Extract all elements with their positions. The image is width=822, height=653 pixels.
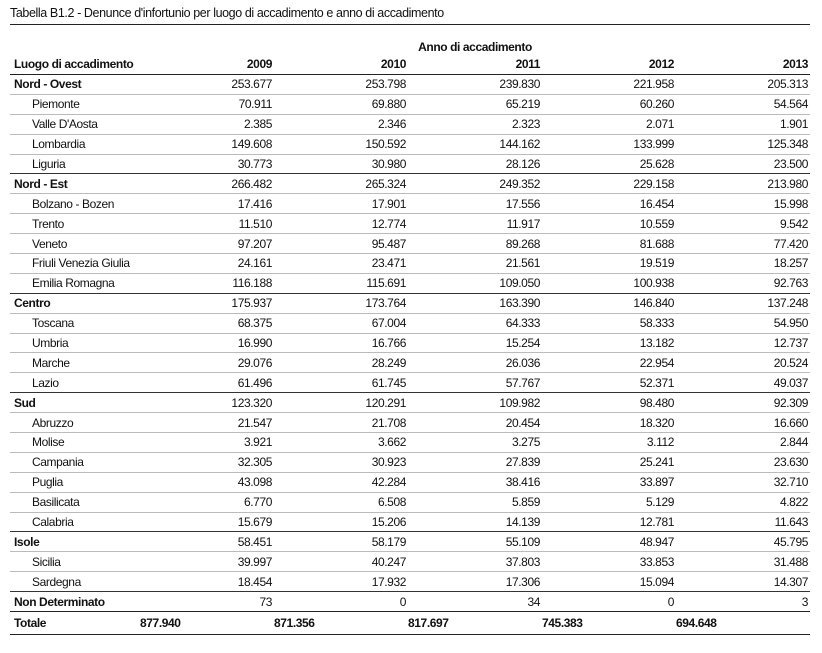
total-value: 877.940 [140, 612, 274, 635]
cell-value: 37.803 [408, 552, 542, 572]
subregion-row [10, 333, 810, 353]
cell-value: 3.275 [408, 433, 542, 453]
region-label: Sud [10, 393, 140, 413]
year-header: 2009 [140, 54, 274, 75]
cell-value: 213.980 [676, 174, 810, 194]
cell-value: 38.416 [408, 472, 542, 492]
cell-value: 0 [274, 592, 408, 612]
cell-value: 49.037 [676, 373, 810, 393]
cell-value: 95.487 [274, 234, 408, 254]
cell-value: 253.677 [140, 75, 274, 95]
cell-value: 5.129 [542, 492, 676, 512]
cell-value: 15.679 [140, 512, 274, 532]
cell-value: 2.323 [408, 114, 542, 134]
cell-value: 15.094 [542, 572, 676, 592]
subregion-label: Lazio [10, 373, 140, 393]
row-header: Luogo di accadimento [10, 54, 140, 75]
cell-value: 32.305 [140, 452, 274, 472]
cell-value: 23.630 [676, 452, 810, 472]
cell-value: 137.248 [676, 293, 810, 313]
cell-value: 123.320 [140, 393, 274, 413]
cell-value: 205.313 [676, 75, 810, 95]
total-row [10, 612, 810, 635]
subregion-label: Bolzano - Bozen [10, 194, 140, 214]
cell-value: 3.662 [274, 433, 408, 453]
cell-value: 265.324 [274, 174, 408, 194]
cell-value: 28.249 [274, 353, 408, 373]
cell-value: 116.188 [140, 273, 274, 293]
total-label: Totale [10, 612, 140, 635]
subregion-label: Piemonte [10, 94, 140, 114]
subregion-row [10, 472, 810, 492]
cell-value: 5.859 [408, 492, 542, 512]
cell-value: 3.921 [140, 433, 274, 453]
cell-value: 64.333 [408, 313, 542, 333]
cell-value: 60.260 [542, 94, 676, 114]
cell-value: 52.371 [542, 373, 676, 393]
subregion-label: Sicilia [10, 552, 140, 572]
cell-value: 1.901 [676, 114, 810, 134]
cell-value: 120.291 [274, 393, 408, 413]
subregion-label: Marche [10, 353, 140, 373]
cell-value: 3 [676, 592, 810, 612]
subregion-row [10, 313, 810, 333]
column-group-row [10, 34, 810, 54]
cell-value: 16.660 [676, 413, 810, 433]
subregion-row [10, 433, 810, 453]
subregion-label: Puglia [10, 472, 140, 492]
cell-value: 25.241 [542, 452, 676, 472]
cell-value: 6.770 [140, 492, 274, 512]
cell-value: 109.050 [408, 273, 542, 293]
region-label: Centro [10, 293, 140, 313]
cell-value: 15.998 [676, 194, 810, 214]
cell-value: 16.990 [140, 333, 274, 353]
cell-value: 30.980 [274, 154, 408, 174]
cell-value: 12.737 [676, 333, 810, 353]
cell-value: 125.348 [676, 134, 810, 154]
cell-value: 98.480 [542, 393, 676, 413]
cell-value: 45.795 [676, 532, 810, 552]
subregion-row [10, 154, 810, 174]
cell-value: 13.182 [542, 333, 676, 353]
cell-value: 14.139 [408, 512, 542, 532]
region-label: Nord - Ovest [10, 75, 140, 95]
subregion-row [10, 273, 810, 293]
cell-value: 18.257 [676, 254, 810, 274]
cell-value: 23.471 [274, 254, 408, 274]
subregion-row [10, 552, 810, 572]
cell-value: 25.628 [542, 154, 676, 174]
subregion-row [10, 572, 810, 592]
region-row [10, 174, 810, 194]
cell-value: 32.710 [676, 472, 810, 492]
cell-value: 97.207 [140, 234, 274, 254]
cell-value: 57.767 [408, 373, 542, 393]
cell-value: 17.901 [274, 194, 408, 214]
cell-value: 30.773 [140, 154, 274, 174]
cell-value: 2.844 [676, 433, 810, 453]
cell-value: 30.923 [274, 452, 408, 472]
cell-value: 42.284 [274, 472, 408, 492]
title-rule [10, 24, 810, 25]
subregion-row [10, 492, 810, 512]
cell-value: 29.076 [140, 353, 274, 373]
cell-value: 2.385 [140, 114, 274, 134]
cell-value: 19.519 [542, 254, 676, 274]
cell-value: 61.745 [274, 373, 408, 393]
cell-value: 11.917 [408, 214, 542, 234]
cell-value: 17.932 [274, 572, 408, 592]
cell-value: 239.830 [408, 75, 542, 95]
cell-value: 0 [542, 592, 676, 612]
cell-value: 133.999 [542, 134, 676, 154]
cell-value: 12.774 [274, 214, 408, 234]
subregion-label: Basilicata [10, 492, 140, 512]
subregion-label: Sardegna [10, 572, 140, 592]
region-row [10, 293, 810, 313]
cell-value: 58.333 [542, 313, 676, 333]
cell-value: 77.420 [676, 234, 810, 254]
cell-value: 14.307 [676, 572, 810, 592]
header-row [10, 54, 810, 75]
subregion-label: Veneto [10, 234, 140, 254]
cell-value: 229.158 [542, 174, 676, 194]
subregion-row [10, 353, 810, 373]
year-header: 2010 [274, 54, 408, 75]
cell-value: 221.958 [542, 75, 676, 95]
subregion-row [10, 234, 810, 254]
total-value: 694.648 [676, 612, 810, 635]
subregion-label: Campania [10, 452, 140, 472]
cell-value: 3.112 [542, 433, 676, 453]
subregion-label: Umbria [10, 333, 140, 353]
subregion-row [10, 94, 810, 114]
subregion-label: Emilia Romagna [10, 273, 140, 293]
cell-value: 16.766 [274, 333, 408, 353]
cell-value: 163.390 [408, 293, 542, 313]
subregion-row [10, 114, 810, 134]
cell-value: 92.309 [676, 393, 810, 413]
cell-value: 28.126 [408, 154, 542, 174]
cell-value: 17.556 [408, 194, 542, 214]
cell-value: 27.839 [408, 452, 542, 472]
cell-value: 26.036 [408, 353, 542, 373]
cell-value: 18.454 [140, 572, 274, 592]
cell-value: 146.840 [542, 293, 676, 313]
cell-value: 266.482 [140, 174, 274, 194]
cell-value: 40.247 [274, 552, 408, 572]
subregion-row [10, 134, 810, 154]
cell-value: 15.206 [274, 512, 408, 532]
region-row [10, 75, 810, 95]
cell-value: 22.954 [542, 353, 676, 373]
cell-value: 55.109 [408, 532, 542, 552]
table-body [10, 75, 810, 612]
region-label: Non Determinato [10, 592, 140, 612]
cell-value: 31.488 [676, 552, 810, 572]
cell-value: 43.098 [140, 472, 274, 492]
cell-value: 149.608 [140, 134, 274, 154]
cell-value: 175.937 [140, 293, 274, 313]
subregion-label: Abruzzo [10, 413, 140, 433]
region-label: Nord - Est [10, 174, 140, 194]
cell-value: 2.346 [274, 114, 408, 134]
injury-reports-table [10, 34, 810, 635]
subregion-label: Calabria [10, 512, 140, 532]
region-row [10, 393, 810, 413]
cell-value: 4.822 [676, 492, 810, 512]
cell-value: 68.375 [140, 313, 274, 333]
cell-value: 173.764 [274, 293, 408, 313]
subregion-row [10, 413, 810, 433]
cell-value: 9.542 [676, 214, 810, 234]
table-title: Tabella B1.2 - Denunce d'infortunio per luogo di accadimento e anno di accadimento [10, 6, 444, 20]
cell-value: 150.592 [274, 134, 408, 154]
subregion-row [10, 194, 810, 214]
cell-value: 15.254 [408, 333, 542, 353]
cell-value: 11.643 [676, 512, 810, 532]
subregion-label: Molise [10, 433, 140, 453]
cell-value: 54.564 [676, 94, 810, 114]
cell-value: 70.911 [140, 94, 274, 114]
cell-value: 2.071 [542, 114, 676, 134]
subregion-label: Toscana [10, 313, 140, 333]
subregion-row [10, 373, 810, 393]
cell-value: 73 [140, 592, 274, 612]
total-value: 871.356 [274, 612, 408, 635]
year-header: 2012 [542, 54, 676, 75]
region-label: Isole [10, 532, 140, 552]
cell-value: 144.162 [408, 134, 542, 154]
cell-value: 67.004 [274, 313, 408, 333]
total-value: 745.383 [542, 612, 676, 635]
subregion-label: Friuli Venezia Giulia [10, 254, 140, 274]
cell-value: 21.708 [274, 413, 408, 433]
cell-value: 21.547 [140, 413, 274, 433]
cell-value: 89.268 [408, 234, 542, 254]
subregion-row [10, 214, 810, 234]
subregion-row [10, 512, 810, 532]
subregion-label: Trento [10, 214, 140, 234]
region-row [10, 532, 810, 552]
cell-value: 18.320 [542, 413, 676, 433]
subregion-label: Lombardia [10, 134, 140, 154]
cell-value: 6.508 [274, 492, 408, 512]
cell-value: 10.559 [542, 214, 676, 234]
cell-value: 11.510 [140, 214, 274, 234]
cell-value: 92.763 [676, 273, 810, 293]
cell-value: 39.997 [140, 552, 274, 572]
cell-value: 33.853 [542, 552, 676, 572]
cell-value: 115.691 [274, 273, 408, 293]
cell-value: 69.880 [274, 94, 408, 114]
region-row [10, 592, 810, 612]
column-group-header: Anno di accadimento [418, 40, 532, 54]
cell-value: 253.798 [274, 75, 408, 95]
cell-value: 34 [408, 592, 542, 612]
cell-value: 54.950 [676, 313, 810, 333]
cell-value: 20.454 [408, 413, 542, 433]
subregion-row [10, 452, 810, 472]
cell-value: 81.688 [542, 234, 676, 254]
cell-value: 12.781 [542, 512, 676, 532]
cell-value: 21.561 [408, 254, 542, 274]
cell-value: 24.161 [140, 254, 274, 274]
cell-value: 65.219 [408, 94, 542, 114]
subregion-label: Valle D'Aosta [10, 114, 140, 134]
cell-value: 23.500 [676, 154, 810, 174]
cell-value: 109.982 [408, 393, 542, 413]
cell-value: 20.524 [676, 353, 810, 373]
cell-value: 17.416 [140, 194, 274, 214]
cell-value: 58.179 [274, 532, 408, 552]
cell-value: 100.938 [542, 273, 676, 293]
cell-value: 249.352 [408, 174, 542, 194]
subregion-label: Liguria [10, 154, 140, 174]
total-value: 817.697 [408, 612, 542, 635]
cell-value: 33.897 [542, 472, 676, 492]
cell-value: 61.496 [140, 373, 274, 393]
year-header: 2011 [408, 54, 542, 75]
subregion-row [10, 254, 810, 274]
cell-value: 58.451 [140, 532, 274, 552]
cell-value: 17.306 [408, 572, 542, 592]
cell-value: 16.454 [542, 194, 676, 214]
year-header: 2013 [676, 54, 810, 75]
cell-value: 48.947 [542, 532, 676, 552]
